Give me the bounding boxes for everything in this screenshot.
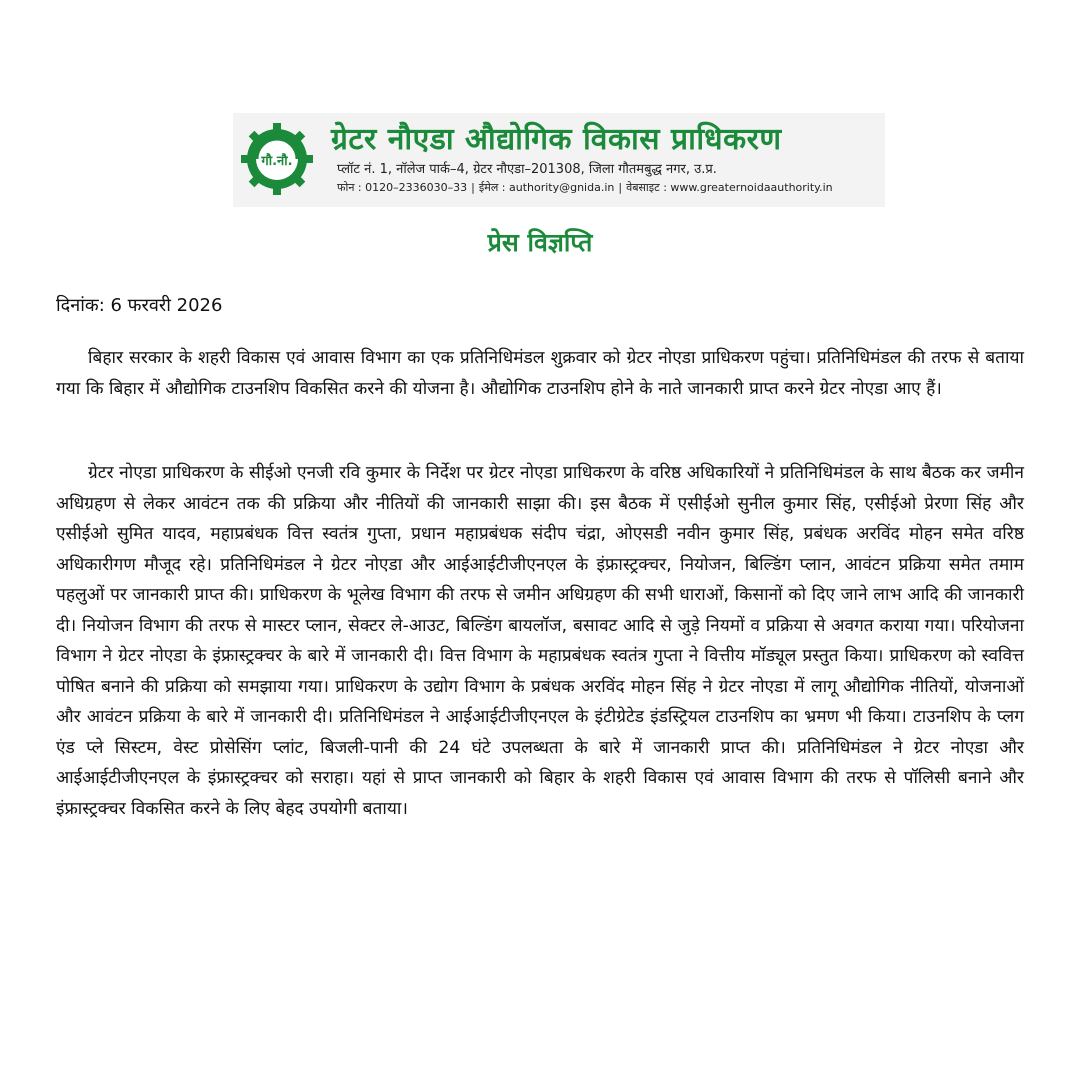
org-address: प्लॉट नं. 1, नॉलेज पार्क–4, ग्रेटर नौएडा–201308, जिला गौतमबुद्ध नगर, उ.प्र. xyxy=(337,162,717,177)
org-phone: फोन : 0120–2336030–33 xyxy=(337,181,468,194)
body-paragraph-2: ग्रेटर नोएडा प्राधिकरण के सीईओ एनजी रवि कुमार के निर्देश पर ग्रेटर नोएडा प्राधिकरण के वरिष्ठ अधिकारियों ने प्रतिनिधिमंडल के साथ बैठक कर जमीन अधिग्रहण से लेकर आवंटन तक की प्रक्रिया और नीतियों की जानकारी साझा की। इस बैठक में एसीईओ सुनील कुमार सिंह, एसीईओ प्रेरणा सिंह और एसीईओ सुमित यादव, महाप्रबंधक वित्त स्वतंत्र गुप्ता, प्रधान महाप्रबंधक संदीप चंद्रा, ओएसडी नवीन कुमार सिंह, प्रबंधक अरविंद मोहन समेत वरिष्ठ अधिकारीगण मौजूद रहे। प्रतिनिधिमंडल ने ग्रेटर नोएडा और आईआईटीजीएनएल के इंफ्रास्ट्रक्चर, नियोजन, बिल्डिंग प्लान, आवंटन प्रक्रिया समेत तमाम पहलुओं पर जानकारी प्राप्त की। प्राधिकरण के भूलेख विभाग की तरफ से जमीन अधिग्रहण की सभी धाराओं, किसानों को दिए जाने लाभ आदि की जानकारी दी। नियोजन विभाग की तरफ से मास्टर प्लान, सेक्टर ले-आउट, बिल्डिंग बायलॉज, बसावट आदि से जुड़े नियमों व प्रक्रिया से अवगत कराया गया। परियोजना विभाग ने ग्रेटर नोएडा के इंफ्रास्ट्रक्चर के बारे में जानकारी दी। वित्त विभाग के महाप्रबंधक स्वतंत्र गुप्ता ने वित्तीय मॉड्यूल प्रस्तुत किया। प्राधिकरण को स्ववित्त पोषित बनाने की प्रक्रिया को समझाया गया। प्राधिकरण के उद्योग विभाग के प्रबंधक अरविंद मोहन सिंह ने ग्रेटर नोएडा में लागू औद्योगिक नीतियों, योजनाओं और आवंटन प्रक्रिया के बारे में जानकारी दी। प्रतिनिधिमंडल ने आईआईटीजीएनएल के इंटीग्रेटेड इंडस्ट्रियल टाउनशिप का भ्रमण भी किया। टाउनशिप के प्लग एंड प्ले सिस्टम, वेस्ट प्रोसेसिंग प्लांट, बिजली-पानी की 24 घंटे उपलब्धता के बारे में जानकारी प्राप्त की। प्रतिनिधिमंडल ने ग्रेटर नोएडा और आईआईटीजीएनएल के इंफ्रास्ट्रक्चर को सराहा। यहां से प्राप्त जानकारी को बिहार के शहरी विकास एवं आवास विभाग की तरफ से पॉलिसी बनाने और इंफ्रास्ट्रक्चर विकसित करने के लिए बेहद उपयोगी बताया। xyxy=(56,463,1024,819)
release-date: दिनांक: 6 फरवरी 2026 xyxy=(56,295,223,316)
logo-text: गौ.नौ. xyxy=(261,154,293,169)
org-email[interactable]: ईमेल : authority@gnida.in xyxy=(478,181,615,194)
org-contact: फोन : 0120–2336030–33 | ईमेल : authority@gnida.in | वेबसाइट : www.greaternoidaauthority.in xyxy=(337,181,833,194)
gear-logo-icon xyxy=(241,123,313,195)
letterhead xyxy=(233,113,885,207)
org-name: ग्रेटर नौएडा औद्योगिक विकास प्राधिकरण xyxy=(331,122,782,157)
body-paragraph-1: बिहार सरकार के शहरी विकास एवं आवास विभाग का एक प्रतिनिधिमंडल शुक्रवार को ग्रेटर नोएडा प्राधिकरण पहुंचा। प्रतिनिधिमंडल की तरफ से बताया गया कि बिहार में औद्योगिक टाउनशिप विकसित करने की योजना है। औद्योगिक टाउनशिप होने के नाते जानकारी प्राप्त करने ग्रेटर नोएडा आए हैं। xyxy=(56,348,1024,399)
press-release-heading: प्रेस विज्ञप्ति xyxy=(487,228,593,257)
org-website[interactable]: वेबसाइट : www.greaternoidaauthority.in xyxy=(626,181,833,194)
